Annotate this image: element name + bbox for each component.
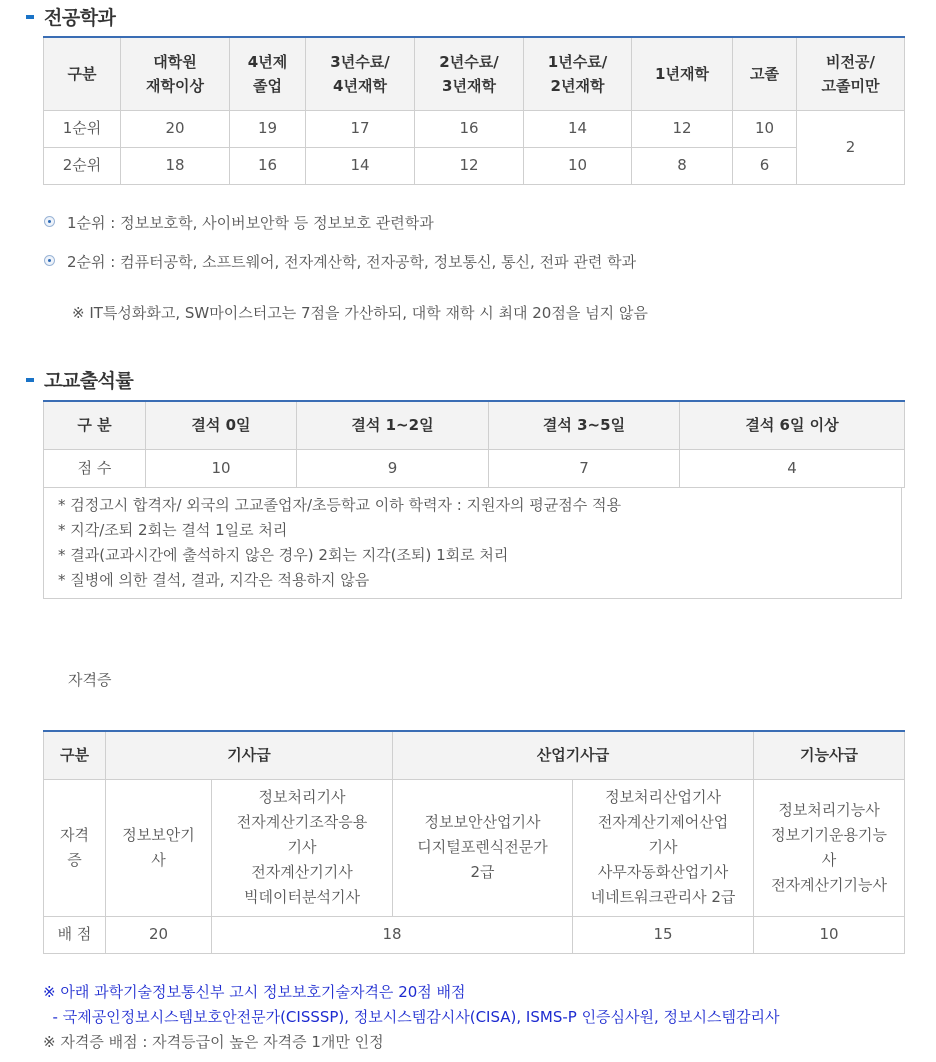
row-label: 자격 증 — [44, 779, 106, 916]
major-header: 비전공/ 고졸미만 — [797, 37, 905, 110]
major-header: 2년수료/ 3년재학 — [415, 37, 524, 110]
cert-table — [43, 730, 905, 954]
section-marker-icon — [26, 378, 34, 382]
table-cell: 14 — [524, 110, 632, 147]
section-title-cert: 자격증 — [68, 671, 112, 689]
note-line: * 결과(교과시간에 출석하지 않은 경우) 2회는 지각(조퇴) 1회로 처리 — [58, 546, 509, 564]
table-cell: 16 — [230, 147, 306, 184]
table-cell: 17 — [306, 110, 415, 147]
table-cell: 10 — [524, 147, 632, 184]
row-label: 배 점 — [44, 916, 106, 953]
bullet-text: 2순위 : 컴퓨터공학, 소프트웨어, 전자계산학, 전자공학, 정보통신, 통신, 전파 관련 학과 — [67, 253, 637, 271]
major-header-row — [44, 37, 905, 110]
table-cell: 16 — [415, 110, 524, 147]
table-cell: 7 — [489, 449, 680, 487]
section-title-text: 전공학과 — [44, 7, 116, 29]
table-row — [44, 110, 905, 147]
major-header: 고졸 — [733, 37, 797, 110]
bullet-item — [44, 212, 434, 233]
row-label: 1순위 — [44, 110, 121, 147]
section-title-major — [26, 3, 115, 30]
table-cell: 10 — [733, 110, 797, 147]
table-cell: 12 — [415, 147, 524, 184]
major-note: ※ IT특성화화고, SW마이스터고는 7점을 가산하되, 대학 재학 시 최대 20점을 넘지 않음 — [72, 304, 648, 322]
table-cell: 15 — [573, 916, 754, 953]
table-row — [44, 916, 905, 953]
section-title-text: 고교출석률 — [44, 370, 134, 392]
cert-header: 기사급 — [106, 731, 393, 779]
cert-blue-notes — [43, 980, 779, 1030]
bullet-text: 1순위 : 정보보호학, 사이버보안학 등 정보보호 관련학과 — [67, 214, 434, 232]
merged-cell: 2 — [797, 110, 905, 184]
table-cell: 정보처리기사 전자계산기조작응용 기사 전자계산기기사 빅데이터분석기사 — [212, 779, 393, 916]
table-cell: 6 — [733, 147, 797, 184]
attendance-header: 결석 0일 — [146, 401, 297, 449]
attendance-header: 결석 1~2일 — [297, 401, 489, 449]
table-row — [44, 779, 905, 916]
table-cell: 12 — [632, 110, 733, 147]
attendance-notes — [43, 487, 902, 599]
table-cell: 8 — [632, 147, 733, 184]
table-cell: 9 — [297, 449, 489, 487]
major-header: 3년수료/ 4년재학 — [306, 37, 415, 110]
table-cell: 18 — [121, 147, 230, 184]
cert-header: 산업기사급 — [393, 731, 754, 779]
section-title-attendance — [26, 366, 133, 393]
attendance-header-row — [44, 401, 905, 449]
table-cell: 정보보안산업기사 디지털포렌식전문가 2급 — [393, 779, 573, 916]
table-row — [44, 449, 905, 487]
cert-header-row — [44, 731, 905, 779]
cert-header: 기능사급 — [754, 731, 905, 779]
row-label: 2순위 — [44, 147, 121, 184]
major-table — [43, 36, 905, 185]
bullet-icon — [44, 216, 55, 227]
cert-footnote: ※ 자격증 배점 : 자격등급이 높은 자격증 1개만 인정 — [43, 1033, 384, 1051]
major-header: 1년수료/ 2년재학 — [524, 37, 632, 110]
table-cell: 10 — [146, 449, 297, 487]
major-header: 4년제 졸업 — [230, 37, 306, 110]
table-cell: 20 — [121, 110, 230, 147]
table-cell: 18 — [212, 916, 573, 953]
table-row — [44, 147, 905, 184]
major-header: 1년재학 — [632, 37, 733, 110]
attendance-header: 결석 3~5일 — [489, 401, 680, 449]
note-line: * 지각/조퇴 2회는 결석 1일로 처리 — [58, 521, 288, 539]
table-cell: 정보보안기 사 — [106, 779, 212, 916]
blue-note-line: ※ 아래 과학기술정보통신부 고시 정보보호기술자격은 20점 배점 — [43, 983, 466, 1001]
note-line: * 검정고시 합격자/ 외국의 고교졸업자/초등학교 이하 학력자 : 지원자의 평균점수 적용 — [58, 496, 622, 514]
bullet-icon — [44, 255, 55, 266]
major-header: 대학원 재학이상 — [121, 37, 230, 110]
cert-header: 구분 — [44, 731, 106, 779]
section-marker-icon — [26, 15, 34, 19]
table-cell: 19 — [230, 110, 306, 147]
table-cell: 정보처리기능사 정보기기운용기능 사 전자계산기기능사 — [754, 779, 905, 916]
major-header: 구분 — [44, 37, 121, 110]
table-cell: 10 — [754, 916, 905, 953]
attendance-header: 구 분 — [44, 401, 146, 449]
note-line: * 질병에 의한 결석, 결과, 지각은 적용하지 않음 — [58, 571, 370, 589]
table-cell: 20 — [106, 916, 212, 953]
bullet-item — [44, 251, 636, 272]
table-cell: 4 — [680, 449, 905, 487]
table-cell: 정보처리산업기사 전자계산기제어산업 기사 사무자동화산업기사 네네트워크관리사 2급 — [573, 779, 754, 916]
attendance-table — [43, 400, 905, 488]
attendance-header: 결석 6일 이상 — [680, 401, 905, 449]
table-cell: 14 — [306, 147, 415, 184]
row-label: 점 수 — [44, 449, 146, 487]
blue-note-line: - 국제공인정보시스템보호안전문가(CISSSP), 정보시스템감시사(CISA), ISMS-P 인증심사원, 정보시스템감리사 — [43, 1008, 780, 1026]
